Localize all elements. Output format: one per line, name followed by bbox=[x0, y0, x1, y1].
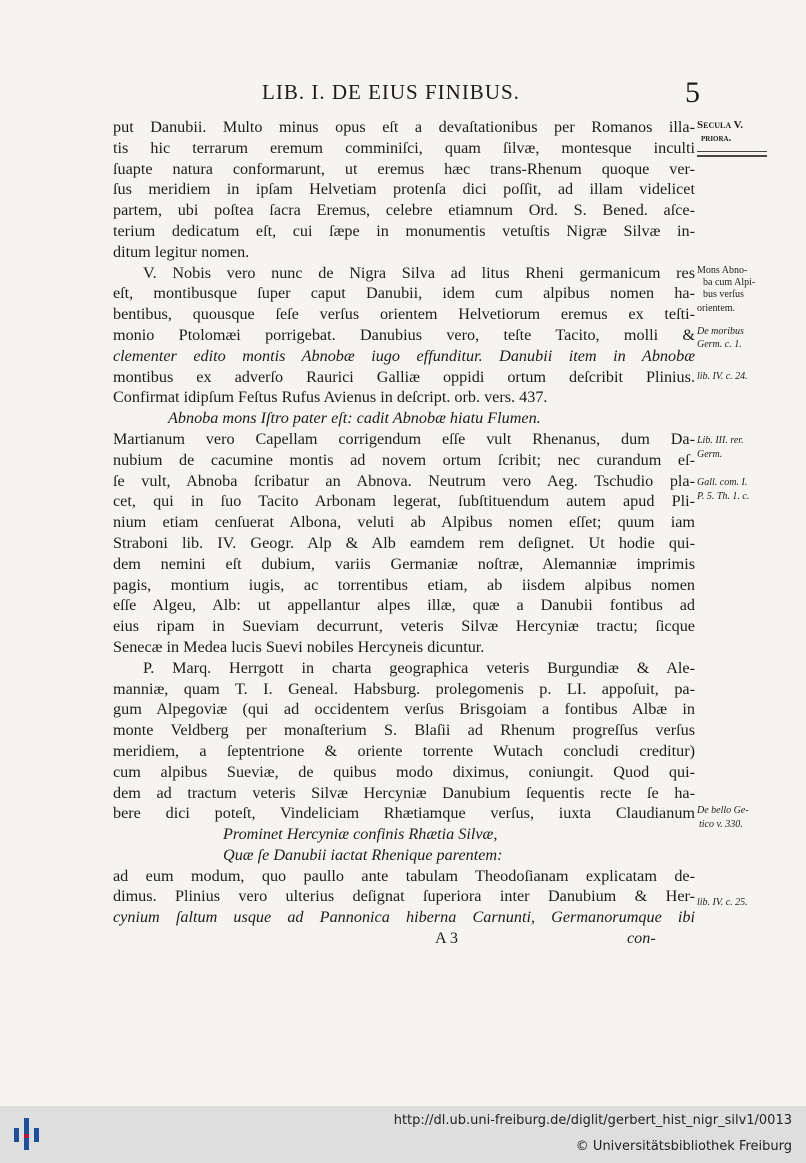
margin-note: lib. IV. c. 25. bbox=[697, 897, 748, 908]
text-line: pagis, montium iugis, ac torrentibus etiam, ab iisdem alpibus nomen bbox=[113, 575, 695, 594]
text-line: manniæ, quam T. I. Geneal. Habsburg. prolegomenis p. LI. appoſuit, pa- bbox=[113, 679, 695, 698]
text-line: Confirmat idipſum Feſtus Rufus Avienus in deſcript. orb. vers. 437. bbox=[113, 388, 548, 407]
text-line: dimus. Plinius vero ulterius deſignat ſuperiora inter Danubium & Her- bbox=[113, 887, 695, 906]
text-line: bentibus, quousque ſeſe verſus orientem Helvetiorum eremus ex teſti- bbox=[113, 305, 695, 324]
margin-note: ba cum Alpi- bbox=[703, 277, 756, 288]
text-line: partem, ubi poſtea ſacra Eremus, celebre etiamnum Ord. S. Bened. aſce- bbox=[113, 201, 695, 220]
text-line: nubium de cacumine montis ad novem ortum ſcribit; nec curandum eſ- bbox=[113, 450, 695, 469]
verse-line: Prominet Hercyniæ confinis Rhætia Silvæ, bbox=[223, 825, 498, 844]
running-title: LIB. I. DE EIUS FINIBUS. bbox=[262, 80, 520, 104]
margin-note: De moribus bbox=[697, 326, 744, 337]
text-line: cum alpibus Sueviæ, de quibus modo diximus, coniungit. Quod qui- bbox=[113, 762, 695, 781]
margin-note: Mons Abno- bbox=[697, 265, 748, 276]
page-header bbox=[0, 76, 806, 110]
text-line: montibus ex adverſo Raurici Galliæ oppidi ortum deſcribit Plinius. bbox=[113, 367, 695, 386]
text-line: bere dici poteſt, Vindeliciam Rhætiamque verſus, iuxta Claudianum bbox=[113, 804, 695, 823]
text-line: put Danubii. Multo minus opus eſt a devaſtationibus per Romanos illa- bbox=[113, 118, 695, 136]
library-logo-icon bbox=[12, 1114, 42, 1154]
catchword: con- bbox=[627, 929, 656, 948]
margin-note: lib. IV. c. 24. bbox=[697, 371, 748, 382]
text-line: dem ad tractum veteris Silvæ Hercyniæ Danubium ſequentis recte ſe ha- bbox=[113, 783, 695, 802]
text-line: ſus meridiem in ipſam Helvetiam protenſa dici poſſit, ad illam videlicet bbox=[113, 180, 695, 199]
text-line: Abnoba mons Iſtro pater eſt: cadit Abnobæ hiatu Flumen. bbox=[168, 409, 541, 428]
margin-note: Gall. com. I. bbox=[697, 477, 748, 488]
main-text bbox=[113, 117, 695, 949]
margin-note: Secula V. bbox=[697, 119, 743, 131]
text-line: V. Nobis vero nunc de Nigra Silva ad litus Rheni germanicum res bbox=[143, 263, 695, 282]
page-number: 5 bbox=[685, 76, 700, 109]
text-line: cet, qui in ſuo Tacito Arbonam legerat, ſubſtituendum autem apud Pli- bbox=[113, 492, 695, 511]
margin-note: Germ. bbox=[697, 449, 723, 460]
text-line: ſuapte natura conformarunt, ut eremus hæc trans-Rhenum quoque ver- bbox=[113, 159, 695, 178]
text-line: meridiem, a ſeptentrione & oriente torrente Wutach concludi creditur) bbox=[113, 741, 695, 760]
text-line: monte Veldberg per monaſterium S. Blaſii ad Rhenum progreſſus verſus bbox=[113, 721, 695, 740]
margin-note: orientem. bbox=[697, 303, 736, 314]
text-line: dem nemini eſt dubium, variis Germaniæ noſtræ, Alemanniæ imprimis bbox=[113, 554, 695, 573]
text-line: Martianum vero Capellam corrigendum eſſe vult Rhenanus, dum Da- bbox=[113, 429, 695, 448]
margin-note: Lib. III. rer. bbox=[697, 435, 744, 446]
text-line: gum Alpegoviæ (qui ad occidentem verſus Brisgoiam a fontibus Albæ in bbox=[113, 700, 695, 719]
text-line: Straboni lib. IV. Geogr. Alp & Alb eamdem rem deſignet. Ut hodie qui- bbox=[113, 533, 695, 552]
copyright-notice: © Universitätsbibliothek Freiburg bbox=[575, 1139, 792, 1154]
margin-note: De bello Ge- bbox=[697, 805, 749, 816]
text-line: ſe vult, Abnoba ſcribatur an Abnova. Neutrum vero Aeg. Tschudio pla- bbox=[113, 471, 695, 490]
text-line: ad eum modum, quo paullo ante tabulam Theodoſianam explicatam de- bbox=[113, 866, 695, 885]
text-line: terium dedicatum eſt, cui ſæpe in monumentis vetuſtis Nigræ Silvæ in- bbox=[113, 221, 695, 240]
margin-rule bbox=[697, 151, 767, 157]
text-line: ditum legitur nomen. bbox=[113, 242, 250, 261]
signature-line bbox=[113, 928, 695, 949]
text-line: monio Ptolomæi porrigebat. Danubius vero, teſte Tacito, molli & bbox=[113, 325, 695, 344]
verse-line: Quæ ſe Danubii iactat Rhenique parentem: bbox=[223, 845, 503, 864]
margin-note: priora. bbox=[701, 133, 732, 144]
margin-note: tico v. 330. bbox=[699, 819, 743, 830]
text-line: nium etiam cenſuerat Albona, veluti ab Alpibus nomen eſſet; quum iam bbox=[113, 513, 695, 532]
margin-note: P. 5. Th. 1. c. bbox=[697, 491, 750, 502]
margin-note: Germ. c. 1. bbox=[697, 339, 742, 350]
text-line: eius ripam in Sueviam decurrunt, veteris Silvæ Hercyniæ tractu; ſicque bbox=[113, 617, 695, 636]
text-line: cynium ſaltum usque ad Pannonica hiberna Carnunti, Germanorumque ibi bbox=[113, 908, 695, 927]
text-line: Senecæ in Medea lucis Suevi nobiles Hercyneis dicuntur. bbox=[113, 637, 485, 656]
viewer-footer bbox=[0, 1106, 806, 1163]
text-line: eſſe Algeu, Alb: ut appellantur alpes illæ, quæ a Danubii fontibus ad bbox=[113, 596, 695, 615]
text-line: eſt, montibusque ſuper caput Danubii, idem cum alpibus nomen ha- bbox=[113, 284, 695, 303]
signature-mark: A 3 bbox=[435, 929, 458, 948]
text-line: P. Marq. Herrgott in charta geographica veteris Burgundiæ & Ale- bbox=[143, 658, 695, 677]
text-line: clementer edito montis Abnobæ iugo effunditur. Danubii item in Abnobæ bbox=[113, 346, 695, 365]
text-line: tis hic terrarum eremum comminiſci, quam ſilvæ, montesque inculti bbox=[113, 138, 695, 157]
permalink-url[interactable]: http://dl.ub.uni-freiburg.de/diglit/gerbert_hist_nigr_silv1/0013 bbox=[393, 1113, 792, 1128]
margin-note: bus verſus bbox=[703, 289, 744, 300]
